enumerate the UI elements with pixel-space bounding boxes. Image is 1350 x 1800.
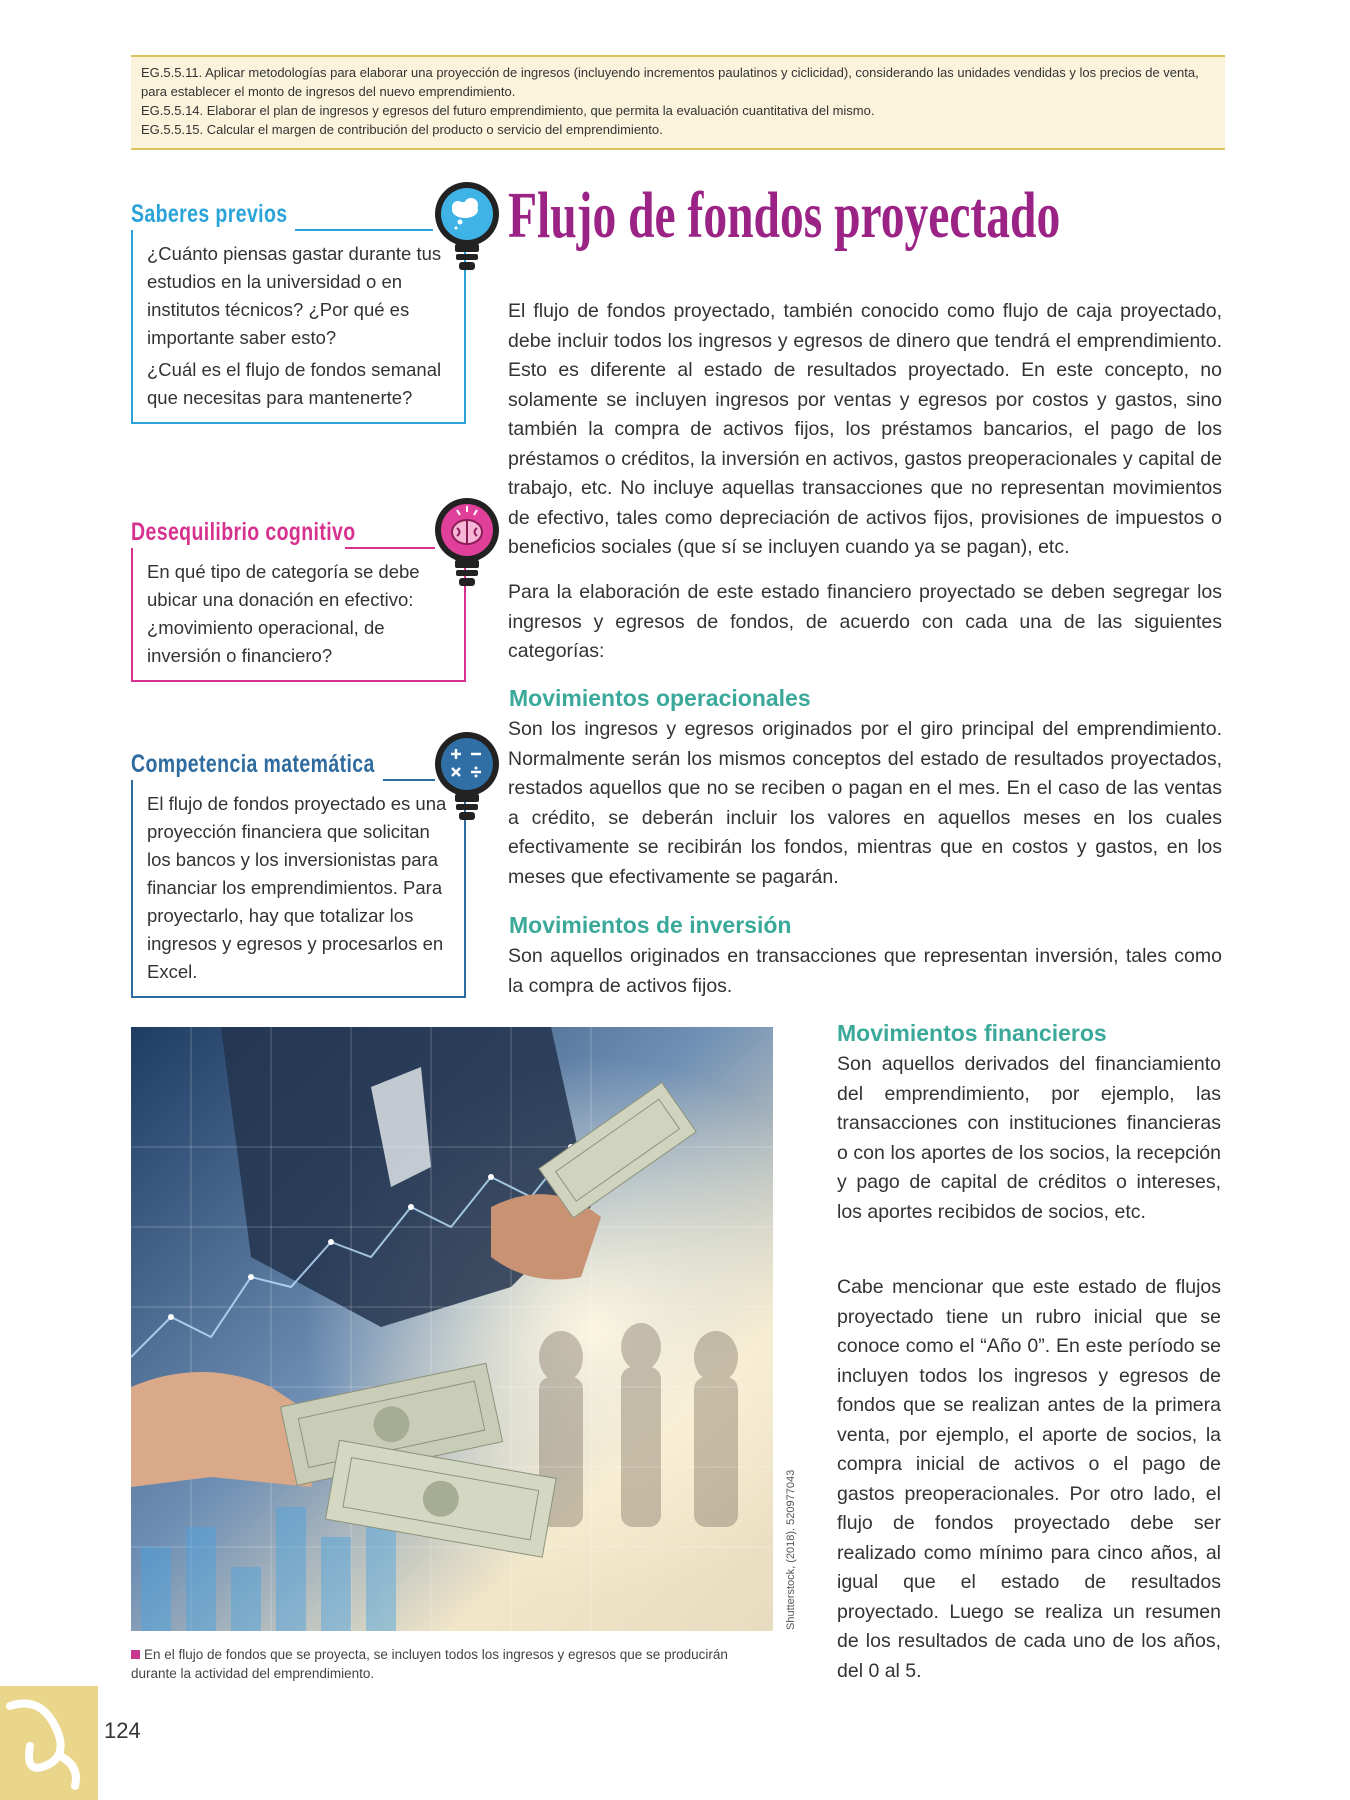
section-inversion-title: Movimientos de inversión — [509, 912, 792, 938]
competencia-matematica-box — [131, 780, 466, 998]
saberes-previos-panel — [131, 196, 466, 426]
photo-credit: Shutterstock, (2018). 520977043 — [785, 1469, 797, 1630]
desequilibrio-cognitivo-title: Desequilibrio cognitivo — [131, 518, 356, 546]
money-handover-photo — [131, 1027, 773, 1631]
intro-paragraph-1: El flujo de fondos proyectado, también conocido como flujo de caja proyectado, debe incluir todos los ingresos y egresos de dinero que tendrá el emprendimiento. Esto es diferente al estado de resultados proyectado. En este concepto, no solamente se incluyen ingresos por ventas y egresos por costos y gastos, sino también la compra de activos fijos, los préstamos bancarios, el pago de los préstamos o créditos, la inversión en activos, gastos preoperacionales y capital de trabajo, etc. No incluye aquellas transacciones que no representan movimientos de efectivo, tales como depreciación de activos fijos, provisiones de impuestos o beneficios sociales (que sí se incluyen cuando ya se pagan), etc. — [508, 300, 1222, 558]
lightbulb-brain-icon — [427, 492, 507, 592]
desequilibrio-cognitivo-panel — [131, 512, 466, 682]
desequilibrio-cognitivo-question: En qué tipo de categoría se debe ubicar una donación en efectivo: ¿movimiento operacional, de inversión o financiero? — [147, 561, 420, 666]
section-inversion-text: Son aquellos originados en transacciones que representan inversión, tales como la compra de activos fijos. — [508, 945, 1222, 997]
lightbulb-math-icon — [427, 726, 507, 826]
saberes-previos-question-2: ¿Cuál es el flujo de fondos semanal que necesitas para mantenerte? — [147, 359, 442, 408]
competencia-matematica-text: El flujo de fondos proyectado es una proyección financiera que solicitan los bancos y los inversionistas para financiar los emprendimientos. Para proyectarlo, hay que totalizar los ingresos y egresos y procesarlos en Excel. — [147, 793, 447, 982]
saberes-previos-title: Saberes previos — [131, 200, 288, 228]
section-operacionales-text: Son los ingresos y egresos originados por el giro principal del emprendimiento. Normalmente serán los mismos conceptos del estado de resultados proyectados, restados aquellos que no se reciben o pagan en el mes. En el caso de las ventas a crédito, se deberán incluir los valores en aquellos meses en los cuales efectivamente se recibirán los fondos, mientras que en costos y gastos, en los meses que efectivamente se pagarán. — [508, 718, 1222, 888]
objectives-box — [131, 55, 1225, 150]
competencia-matematica-panel — [131, 746, 466, 996]
saberes-previos-box — [131, 230, 466, 424]
page-title: Flujo de fondos proyectado — [508, 179, 1061, 252]
section-financieros-text: Son aquellos derivados del financiamiento del emprendimiento, por ejemplo, las transacciones con instituciones financieras o con los aportes de los socios, la recepción y pago de capital de créditos o intereses, los aportes recibidos de socios, etc. — [837, 1053, 1221, 1223]
objective-2: EG.5.5.14. Elaborar el plan de ingresos y egresos del futuro emprendimiento, que permita la evaluación cuantitativa del mismo. — [141, 103, 875, 118]
intro-paragraph-2: Para la elaboración de este estado financiero proyectado se deben segregar los ingresos y egresos de fondos, de acuerdo con cada una de las siguientes categorías: — [508, 581, 1222, 662]
section-operacionales-title: Movimientos operacionales — [509, 685, 811, 711]
page-number: 124 — [104, 1718, 141, 1743]
photo-caption-text: En el flujo de fondos que se proyecta, se incluyen todos los ingresos y egresos que se producirán durante la actividad del emprendimiento. — [131, 1647, 728, 1681]
photo-caption — [131, 1645, 771, 1683]
page-corner-decoration — [0, 1686, 98, 1800]
desequilibrio-cognitivo-box — [131, 548, 466, 682]
final-paragraph: Cabe mencionar que este estado de flujos proyectado tiene un rubro inicial que se conoce como el “Año 0”. En este período se incluyen todos los ingresos y egresos de fondos que se realizan antes de la primera venta, por ejemplo, el aporte de socios, la compra inicial de activos o el pago de gastos preoperacionales. Por otro lado, el flujo de fondos proyectado debe ser realizado como mínimo para cinco años, al igual que el estado de resultados proyectado. Luego se realiza un resumen de los resultados de cada uno de los años, del 0 al 5. — [837, 1276, 1221, 1682]
objective-1: EG.5.5.11. Aplicar metodologías para elaborar una proyección de ingresos (incluyendo incrementos paulatinos y ciclicidad), considerando las unidades vendidas y los precios de venta, para establecer el monto de ingresos del nuevo emprendimiento. — [141, 65, 1199, 99]
caption-bullet-square — [131, 1650, 140, 1659]
lightbulb-cloud-icon — [427, 176, 507, 276]
section-financieros-title: Movimientos financieros — [837, 1020, 1107, 1046]
competencia-matematica-title: Competencia matemática — [131, 750, 375, 778]
objective-3: EG.5.5.15. Calcular el margen de contribución del producto o servicio del emprendimiento. — [141, 122, 663, 137]
saberes-previos-question-1: ¿Cuánto piensas gastar durante tus estudios en la universidad o en institutos técnicos? ¿Por qué es importante saber esto? — [147, 243, 442, 348]
